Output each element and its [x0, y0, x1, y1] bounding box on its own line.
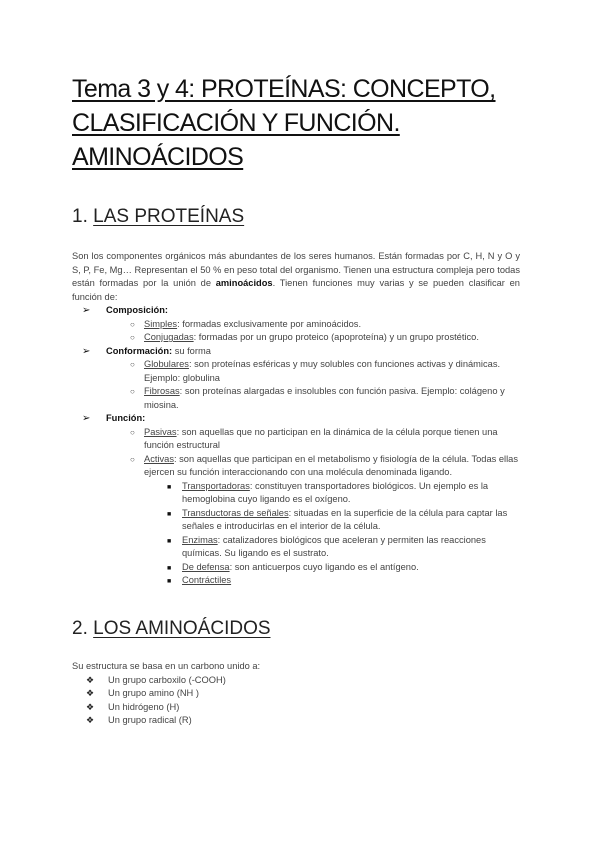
diamond-bullet-icon: ❖ — [86, 688, 95, 698]
title-line-1: Tema 3 y 4: PROTEÍNAS: CONCEPTO, — [72, 75, 496, 103]
list-item: ❖ Un hidrógeno (H) — [72, 701, 520, 715]
square-bullet-icon: ■ — [167, 510, 172, 518]
list-item: ❖ Un grupo amino (NH ) — [72, 687, 520, 701]
section-1-body — [72, 250, 520, 588]
list-item: ○ Fibrosas: son proteínas alargadas e insolubles con función pasiva. Ejemplo: colágeno y miosina. — [130, 386, 505, 410]
section-2-body — [72, 660, 520, 728]
list-item: ❖ Un grupo radical (R) — [72, 714, 520, 728]
list-item: ■ Contráctiles — [72, 574, 520, 588]
section-1-heading: 1. LAS PROTEÍNAS — [72, 206, 245, 227]
section-2-heading: 2. LOS AMINOÁCIDOS — [72, 618, 271, 639]
list-item: ■ Transductoras de señales: situadas en la superficie de la célula para captar las señales e introducirlas en el interior de la célula. — [167, 507, 508, 531]
arrow-bullet-icon: ➢ — [82, 413, 91, 424]
list-item: ➢ Conformación: su forma — [82, 345, 211, 357]
circle-bullet-icon: ○ — [130, 427, 135, 437]
list-item: ○ Activas: son aquellas que participan en el metabolismo y fisiología de la célula. Todas ellas ejercen su función interaccionando con una molécula denominada ligando. — [130, 453, 518, 477]
list-item: ○ Simples: formadas exclusivamente por aminoácidos. — [72, 318, 520, 332]
list-item: ■ Enzimas: catalizadores biológicos que aceleran y permiten las reacciones químicas. Su ligando es el sustrato. — [167, 534, 486, 558]
diamond-bullet-icon: ❖ — [86, 674, 95, 685]
list-item: ■ De defensa: son anticuerpos cuyo ligando es el antígeno. — [72, 561, 520, 575]
circle-bullet-icon: ○ — [130, 360, 135, 369]
list-item: ○ Pasivas: son aquellas que no participan en la dinámica de la célula porque tienen una función estructural — [130, 426, 498, 450]
square-bullet-icon: ■ — [167, 537, 172, 545]
diamond-bullet-icon: ❖ — [86, 701, 95, 712]
square-bullet-icon: ■ — [167, 578, 172, 585]
circle-bullet-icon: ○ — [130, 387, 135, 396]
diamond-bullet-icon: ❖ — [86, 715, 95, 725]
title-line-3: AMINOÁCIDOS — [72, 143, 244, 171]
intro-paragraph: Son los componentes orgánicos más abundantes de los seres humanos. Están formadas por C, H, N y O y S, P, Fe, Mg… Representan el 50 % en peso total del organismo. Tienen una estructura compleja pero todas están formadas por la unión de aminoácidos. Tienen funciones muy varias y se pueden clasificar en función de: — [72, 251, 520, 302]
section-2-intro: Su estructura se basa en un carbono unido a: — [72, 661, 261, 671]
square-bullet-icon: ■ — [167, 564, 172, 572]
document-title — [72, 72, 542, 174]
square-bullet-icon: ■ — [167, 483, 172, 491]
arrow-bullet-icon: ➢ — [82, 345, 91, 357]
list-item: ○ Globulares: son proteínas esféricas y muy solubles con funciones activas y dinámicas. Ejemplo: globulina — [130, 359, 501, 383]
list-item: ❖ Un grupo carboxilo (-COOH) — [72, 674, 520, 688]
list-item: ○ Conjugadas: formadas por un grupo proteico (apoproteína) y un grupo prostético. — [72, 331, 520, 345]
list-item: ➢ Composición: — [82, 305, 168, 316]
list-item: ■ Transportadoras: constituyen transportadores biológicos. Un ejemplo es la hemoglobina cuyo ligando es el oxígeno. — [167, 480, 489, 504]
title-line-2: CLASIFICACIÓN Y FUNCIÓN. — [72, 109, 400, 137]
circle-bullet-icon: ○ — [130, 319, 135, 329]
circle-bullet-icon: ○ — [130, 333, 135, 342]
circle-bullet-icon: ○ — [130, 454, 135, 464]
list-item: ➢ Función: — [82, 413, 146, 424]
arrow-bullet-icon: ➢ — [82, 305, 91, 316]
